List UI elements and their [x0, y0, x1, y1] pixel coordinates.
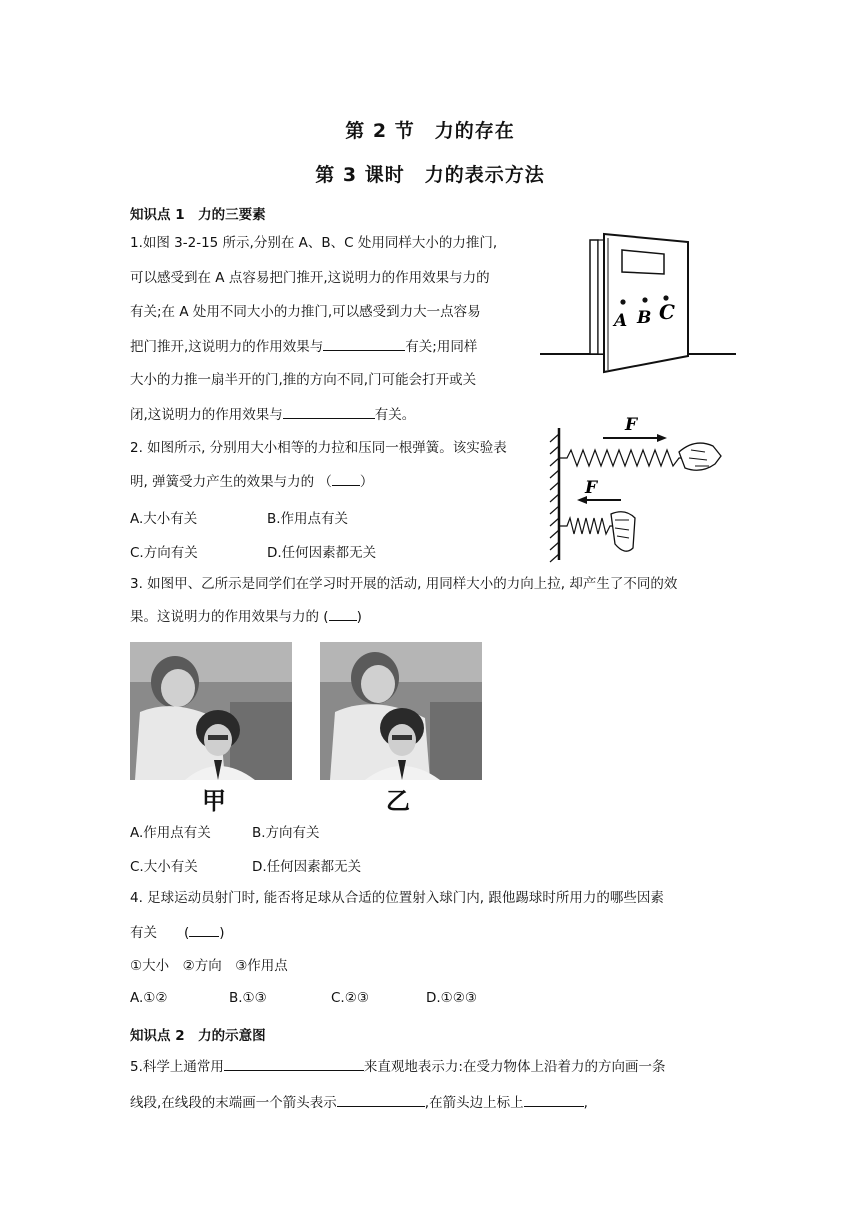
- q4-option-b[interactable]: B.①③: [229, 990, 267, 1006]
- door-label-c: C: [659, 300, 675, 324]
- q2-option-d[interactable]: D.任何因素都无关: [267, 545, 377, 561]
- answer-blank[interactable]: [283, 404, 375, 419]
- q4-option-c[interactable]: C.②③: [331, 990, 369, 1006]
- caption-yi: 乙: [386, 787, 410, 815]
- q3-option-b[interactable]: B.方向有关: [252, 825, 320, 841]
- q5-text: ,在箭头边上标上: [424, 1095, 524, 1111]
- spring-figure: [545, 408, 725, 563]
- q5-text: 来直观地表示力:在受力物体上沿着力的方向画一条: [363, 1059, 666, 1075]
- q5-text: 线段,在线段的末端画一个箭头表示: [130, 1095, 337, 1111]
- answer-blank[interactable]: [524, 1092, 584, 1107]
- q4-line-3: ①大小 ②方向 ③作用点: [130, 958, 288, 974]
- answer-blank[interactable]: [189, 922, 219, 937]
- answer-blank[interactable]: [329, 606, 357, 621]
- section-heading-1: 知识点 1 力的三要素: [130, 207, 266, 223]
- answer-blank[interactable]: [332, 471, 360, 486]
- q5-text: 5.科学上通常用: [130, 1059, 224, 1075]
- q1-line-2: 可以感受到在 A 点容易把门推开,这说明力的作用效果与力的: [130, 270, 490, 286]
- q5-text: ,: [583, 1095, 588, 1111]
- q4-line-2: [130, 922, 225, 943]
- hand-icon: [611, 512, 635, 551]
- q4-option-a[interactable]: A.①②: [130, 990, 168, 1006]
- answer-blank[interactable]: [224, 1056, 364, 1071]
- q4-option-d[interactable]: D.①②③: [426, 990, 477, 1006]
- q1-text: 有关。: [374, 407, 416, 423]
- section-heading-2: 知识点 2 力的示意图: [130, 1028, 266, 1044]
- q3-text: ): [356, 609, 362, 625]
- door-figure: [538, 228, 740, 374]
- page-title: 第 2 节 力的存在: [345, 120, 515, 142]
- q4-line-1: 4. 足球运动员射门时, 能否将足球从合适的位置射入球门内, 跟他踢球时所用力的哪些因素: [130, 890, 664, 906]
- q2-option-c[interactable]: C.方向有关: [130, 545, 198, 561]
- door-label-a: A: [614, 311, 628, 331]
- q1-text: 把门推开,这说明力的作用效果与: [130, 339, 324, 355]
- q2-line-2: [130, 471, 373, 492]
- q4-text: ): [219, 925, 225, 941]
- q3-text: 果。这说明力的作用效果与力的 (: [130, 609, 329, 625]
- q3-option-a[interactable]: A.作用点有关: [130, 825, 211, 841]
- photo-yi: [320, 642, 482, 780]
- q2-option-b[interactable]: B.作用点有关: [267, 511, 349, 527]
- answer-blank[interactable]: [337, 1092, 425, 1107]
- q1-line-1: 1.如图 3-2-15 所示,分别在 A、B、C 处用同样大小的力推门,: [130, 235, 498, 251]
- photo-jia: [130, 642, 292, 780]
- q3-option-c[interactable]: C.大小有关: [130, 859, 198, 875]
- page-subtitle: 第 3 课时 力的表示方法: [315, 164, 545, 186]
- q1-line-4: [130, 336, 477, 357]
- q4-text: 有关 (: [130, 925, 190, 941]
- door-label-b: B: [637, 308, 652, 328]
- q2-line-1: 2. 如图所示, 分别用大小相等的力拉和压同一根弹簧。该实验表: [130, 440, 507, 456]
- q3-option-d[interactable]: D.任何因素都无关: [252, 859, 362, 875]
- q2-text: ）: [359, 474, 374, 490]
- q5-line-2: [130, 1092, 588, 1113]
- q1-text: 闭,这说明力的作用效果与: [130, 407, 283, 423]
- q2-option-a[interactable]: A.大小有关: [130, 511, 198, 527]
- caption-jia: 甲: [202, 787, 226, 815]
- force-label-push: F: [585, 478, 598, 498]
- q5-line-1: [130, 1056, 665, 1077]
- q2-text: 明, 弹簧受力产生的效果与力的 （: [130, 474, 332, 490]
- q1-line-6: [130, 404, 415, 425]
- q1-line-5: 大小的力推一扇半开的门,推的方向不同,门可能会打开或关: [130, 372, 477, 388]
- q1-line-3: 有关;在 A 处用不同大小的力推门,可以感受到力大一点容易: [130, 304, 481, 320]
- q1-text: 有关;用同样: [405, 339, 478, 355]
- answer-blank[interactable]: [323, 336, 405, 351]
- q3-line-1: 3. 如图甲、乙所示是同学们在学习时开展的活动, 用同样大小的力向上拉, 却产生了不同的效: [130, 576, 678, 592]
- force-label-pull: F: [625, 415, 638, 435]
- q3-line-2: [130, 606, 362, 627]
